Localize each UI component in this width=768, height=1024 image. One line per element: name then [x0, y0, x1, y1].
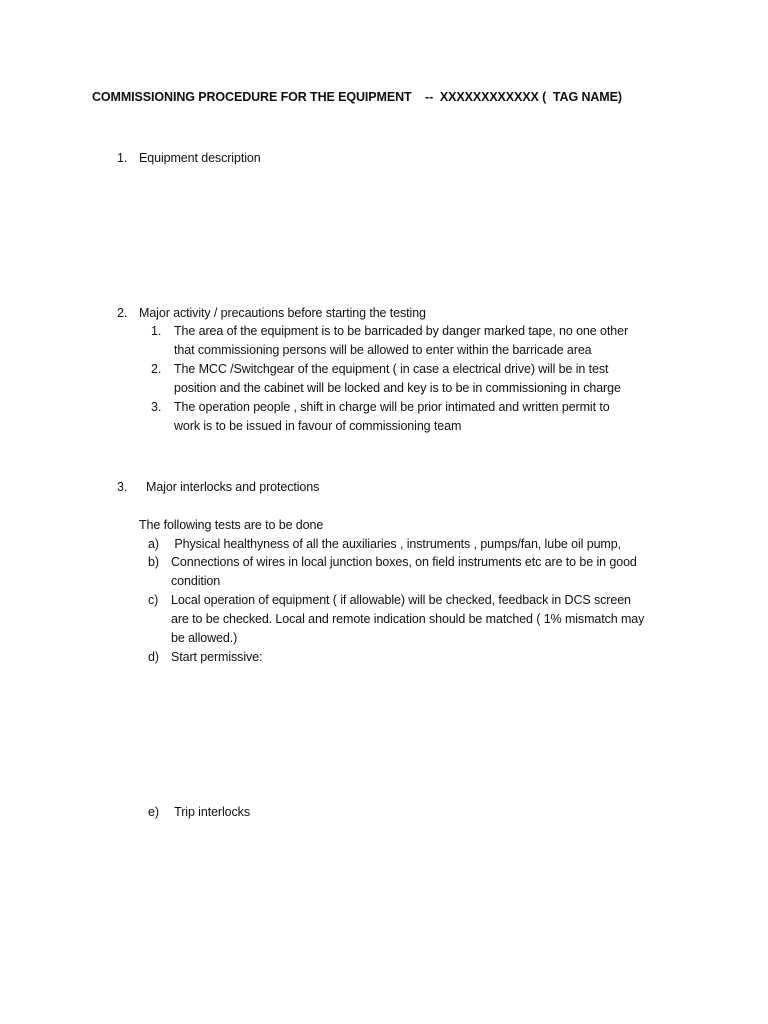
section-3-item-b-letter: b) — [148, 555, 159, 569]
section-3-item-d-line-1: Start permissive: — [171, 650, 263, 664]
section-3-item-b-line-1: Connections of wires in local junction boxes, on field instruments etc are to be in good — [171, 555, 637, 569]
section-3-item-d-letter: d) — [148, 650, 159, 664]
section-2-number: 2. — [117, 306, 128, 320]
section-2-item-2-line-1: The MCC /Switchgear of the equipment ( in case a electrical drive) will be in test — [174, 362, 609, 376]
section-3-item-e-letter: e) — [148, 805, 159, 819]
section-2-item-2-number: 2. — [151, 362, 162, 376]
section-3-number: 3. — [117, 480, 128, 494]
section-2-item-1-line-2: that commissioning persons will be allowed to enter within the barricade area — [174, 343, 592, 357]
section-2-item-3-number: 3. — [151, 400, 162, 414]
section-3-item-a-letter: a) — [148, 537, 159, 551]
section-2-heading: Major activity / precautions before starting the testing — [139, 306, 426, 320]
section-3-item-c-line-3: be allowed.) — [171, 631, 238, 645]
section-3-item-e-line-1: Trip interlocks — [171, 805, 250, 819]
section-3-heading: Major interlocks and protections — [146, 480, 320, 494]
section-2-item-3-line-1: The operation people , shift in charge will be prior intimated and written permit to — [174, 400, 610, 414]
section-3-intro: The following tests are to be done — [139, 518, 324, 532]
section-2-item-1-line-1: The area of the equipment is to be barricaded by danger marked tape, no one other — [174, 324, 629, 338]
document-title: COMMISSIONING PROCEDURE FOR THE EQUIPMENT -- XXXXXXXXXXXX ( TAG NAME) — [92, 90, 622, 104]
section-3-item-c-line-2: are to be checked. Local and remote indication should be matched ( 1% mismatch may — [171, 612, 645, 626]
section-2-item-2-line-2: position and the cabinet will be locked and key is to be in commissioning in charge — [174, 381, 621, 395]
section-2-item-1-number: 1. — [151, 324, 162, 338]
section-2-item-3-line-2: work is to be issued in favour of commissioning team — [174, 419, 462, 433]
section-3-item-c-line-1: Local operation of equipment ( if allowable) will be checked, feedback in DCS screen — [171, 593, 631, 607]
section-1-heading: Equipment description — [139, 151, 261, 165]
section-3-item-a-line-1: Physical healthyness of all the auxiliaries , instruments , pumps/fan, lube oil pump, — [171, 537, 621, 551]
section-3-item-c-letter: c) — [148, 593, 159, 607]
section-1-number: 1. — [117, 151, 128, 165]
section-3-item-b-line-2: condition — [171, 574, 221, 588]
